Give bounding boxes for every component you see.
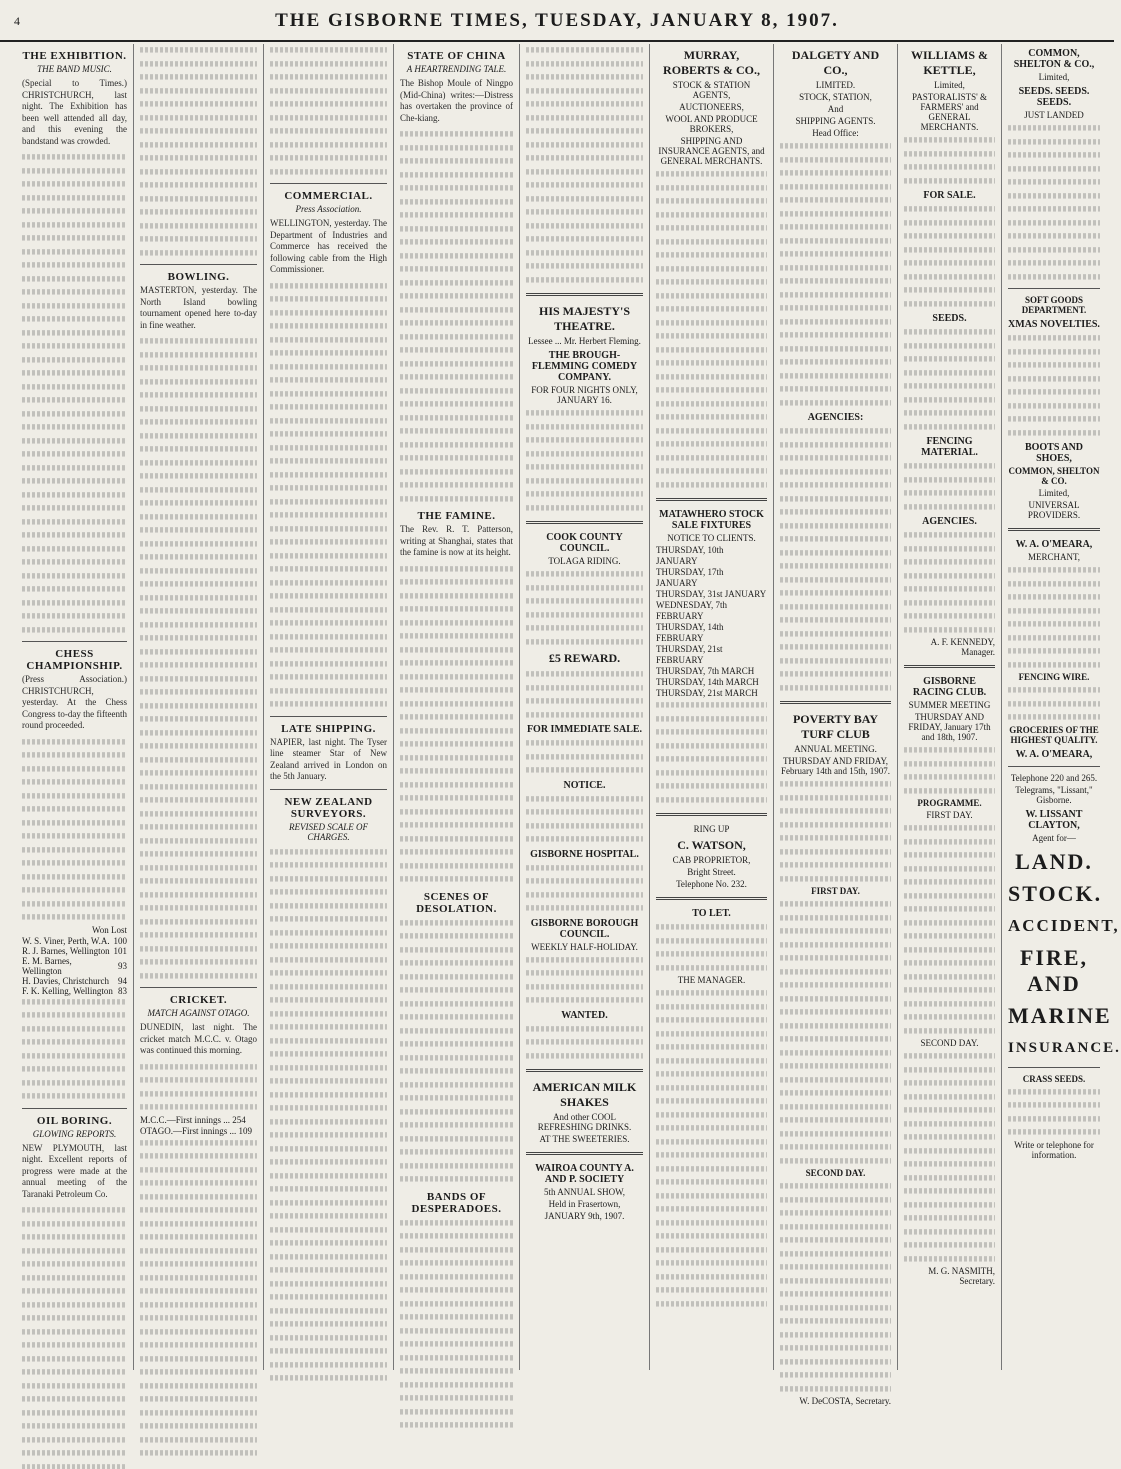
- gisborne-racing-dates: THURSDAY AND FRIDAY, January 17th and 18th, 1907.: [908, 712, 991, 742]
- stock-sales-sub: NOTICE TO CLIENTS.: [667, 533, 756, 543]
- theatre-dates: FOR FOUR NIGHTS ONLY, JANUARY 16.: [531, 385, 638, 405]
- clayton-heading: W. LISSANT CLAYTON,: [1025, 808, 1083, 831]
- dalgety-line-1: STOCK, STATION,: [799, 92, 872, 102]
- column-5: [520, 44, 650, 1370]
- universal-providers: UNIVERSAL PROVIDERS.: [1027, 500, 1081, 520]
- williams-sub: Limited,: [934, 80, 965, 90]
- williams-line-1: PASTORALISTS' & FARMERS' and GENERAL MERCHANTS.: [912, 92, 987, 132]
- masthead: [0, 6, 1114, 42]
- table-row: E. M. Barnes, Wellington 9 3: [22, 955, 127, 976]
- commercial-heading: COMMERCIAL.: [284, 190, 373, 202]
- seeds-heading: SEEDS.: [932, 313, 967, 324]
- china-subheading: A HEARTRENDING TALE.: [406, 64, 507, 74]
- poverty-first-day: FIRST DAY.: [811, 886, 860, 896]
- merchant-label: MERCHANT,: [1027, 552, 1081, 562]
- stock-date: THURSDAY, 21st MARCH: [656, 688, 758, 698]
- stock-date: WEDNESDAY, 7th FEBRUARY: [656, 600, 728, 621]
- programme-heading: PROGRAMME.: [917, 798, 982, 808]
- shelton-2-sub: Limited,: [1038, 488, 1070, 498]
- oil-lead: NEW PLYMOUTH, last night. Excellent reports of progress were made at the annual meeting of the Taranaki Petroleum Co.: [22, 1142, 127, 1199]
- oil-heading: OIL BORING.: [36, 1114, 113, 1127]
- stock-date: THURSDAY, 14th FEBRUARY: [656, 622, 724, 643]
- famine-heading: THE FAMINE.: [417, 510, 496, 522]
- page-title: THE GISBORNE TIMES, TUESDAY, JANUARY 8, 1907.: [275, 10, 839, 31]
- fencing-heading: FENCING MATERIAL.: [921, 436, 978, 458]
- page-number: 4: [14, 14, 20, 28]
- exhibition-lead: (Special to Times.) CHRISTCHURCH, last night. The Exhibition has been well attended all day, and this evening the bandstand was crowded.: [22, 78, 127, 146]
- telegrams: Telegrams, "Lissant," Gisborne.: [1015, 784, 1093, 805]
- otago-first-innings: OTAGO.—First innings ... 109: [140, 1125, 253, 1136]
- poverty-second-day: SECOND DAY.: [805, 1168, 866, 1178]
- crass-seeds: CRASS SEEDS.: [1022, 1073, 1086, 1084]
- land-label: LAND.: [1015, 848, 1093, 874]
- soft-goods: SOFT GOODS DEPARTMENT.: [1021, 295, 1087, 315]
- dalgety-line-3: SHIPPING AGENTS.: [795, 116, 876, 126]
- surveyors-heading: NEW ZEALAND SURVEYORS.: [284, 795, 373, 820]
- stock-date: THURSDAY, 31st JANUARY: [656, 589, 767, 599]
- agencies-heading: AGENCIES:: [807, 412, 864, 423]
- omeara-2: W. A. O'MEARA,: [1015, 748, 1093, 760]
- poverty-bay-heading: POVERTY BAY TURF CLUB: [792, 712, 879, 741]
- dalgety-sub: LIMITED.: [815, 80, 856, 90]
- to-let-heading: TO LET.: [692, 908, 731, 919]
- write-telephone: Write or telephone for information.: [1014, 1139, 1094, 1160]
- seeds-big: SEEDS. SEEDS. SEEDS.: [1018, 86, 1090, 108]
- stock-date: THURSDAY, 14th MARCH: [656, 677, 759, 687]
- wairoa-heading: WAIROA COUNTY A. AND P. SOCIETY: [535, 1163, 634, 1185]
- chess-heading: CHESS CHAMPIONSHIP.: [26, 648, 123, 672]
- stock-date: THURSDAY, 7th MARCH: [656, 666, 755, 676]
- stock-date: THURSDAY, 21st FEBRUARY: [656, 644, 723, 665]
- reward-heading: £5 REWARD.: [548, 651, 621, 665]
- watson-role: CAB PROPRIETOR,: [672, 855, 751, 865]
- shelton-2: COMMON, SHELTON & CO.: [1008, 466, 1100, 486]
- chess-lead: (Press Association.) CHRISTCHURCH, yesterday. At the Chess Congress to-day the fifteenth round proceeded.: [22, 674, 127, 730]
- marine-label: MARINE: [1008, 1002, 1112, 1028]
- column-9: [1002, 44, 1121, 1370]
- columns: [16, 44, 1121, 1406]
- racing-first-day: FIRST DAY.: [926, 810, 973, 820]
- cook-county-heading: COOK COUNTY COUNCIL.: [546, 532, 623, 554]
- watson-name: C. WATSON,: [677, 838, 746, 852]
- nasmith-secretary: M. G. NASMITH, Secretary.: [928, 1266, 995, 1286]
- commercial-lead: WELLINGTON, yesterday. The Department of Industries and Commerce has received the following cable from the High Commissioner.: [270, 218, 387, 274]
- stock-label: STOCK.: [1008, 880, 1103, 906]
- watson-ring-up: RING UP: [693, 824, 730, 834]
- desperadoes-heading: BANDS OF DESPERADOES.: [411, 1190, 502, 1215]
- dalgety-heading: DALGETY AND CO.,: [791, 48, 880, 77]
- exhibition-heading: THE EXHIBITION.: [22, 50, 127, 62]
- sweeteries: AT THE SWEETERIES.: [539, 1134, 630, 1144]
- theatre-heading: HIS MAJESTY'S THEATRE.: [538, 304, 631, 333]
- immediate-sale: FOR IMMEDIATE SALE.: [526, 724, 643, 735]
- notice-heading: NOTICE.: [563, 779, 606, 791]
- for-sale-heading: FOR SALE.: [923, 190, 976, 201]
- theatre-lessee: Lessee ... Mr. Herbert Fleming.: [528, 336, 641, 346]
- agent-for: Agent for—: [1032, 832, 1076, 843]
- accident-label: ACCIDENT,: [1008, 915, 1120, 935]
- stock-date: THURSDAY, 10th JANUARY: [656, 545, 724, 566]
- murray-line-1: STOCK & STATION AGENTS,: [672, 80, 751, 100]
- famine-lead: The Rev. R. T. Patterson, writing at Shanghai, states that the famine is now at its height.: [400, 524, 513, 557]
- table-row: H. Davies, Christchurch 9 4: [22, 975, 127, 986]
- china-heading: STATE OF CHINA: [407, 50, 506, 62]
- poverty-bay-sub: ANNUAL MEETING.: [794, 744, 877, 754]
- cricket-subheading: MATCH AGAINST OTAGO.: [147, 1008, 250, 1018]
- wairoa-date: JANUARY 9th, 1907.: [544, 1211, 625, 1221]
- hospital-heading: GISBORNE HOSPITAL.: [530, 848, 639, 860]
- poverty-secretary: W. DeCOSTA, Secretary.: [799, 1396, 891, 1406]
- china-lead: The Bishop Moule of Ningpo (Mid-China) writes:—Distress has overtaken the province of Che-kiang.: [400, 78, 513, 123]
- xmas-novelties: XMAS NOVELTIES.: [1008, 319, 1100, 330]
- shelton-sub: Limited,: [1038, 72, 1070, 82]
- murray-line-2: AUCTIONEERS,: [679, 102, 744, 112]
- omeara-heading: W. A. O'MEARA,: [1015, 539, 1093, 550]
- borough-sub: WEEKLY HALF-HOLIDAY.: [531, 941, 638, 952]
- shelton-heading: COMMON, SHELTON & CO.,: [1013, 48, 1095, 70]
- cricket-lead: DUNEDIN, last night. The cricket match M.C.C. v. Otago was continued this morning.: [140, 1022, 257, 1055]
- american-milk-sub: And other COOL REFRESHING DRINKS.: [537, 1112, 632, 1132]
- exhibition-subheading: THE BAND MUSIC.: [37, 64, 112, 74]
- chess-results-table: [22, 936, 127, 996]
- bowling-heading: BOWLING.: [167, 271, 230, 283]
- borough-heading: GISBORNE BOROUGH COUNCIL.: [530, 917, 639, 940]
- column-8: [898, 44, 1002, 1370]
- gisborne-racing-sub: SUMMER MEETING: [908, 700, 991, 710]
- dalgety-line-2: And: [827, 104, 844, 114]
- theatre-company: THE BROUGH-FLEMMING COMEDY COMPANY.: [531, 350, 638, 383]
- groceries: GROCERIES OF THE HIGHEST QUALITY.: [1009, 724, 1099, 745]
- commercial-subheading: Press Association.: [295, 204, 362, 214]
- agencies-8-heading: AGENCIES.: [922, 516, 977, 527]
- murray-line-4: SHIPPING AND INSURANCE AGENTS, and GENERAL MERCHANTS.: [658, 136, 765, 166]
- just-landed: JUST LANDED: [1024, 110, 1084, 120]
- fire-label: FIRE, AND: [1019, 944, 1089, 996]
- cook-county-sub: TOLAGA RIDING.: [548, 556, 621, 566]
- watson-telephone: Telephone No. 232.: [676, 879, 747, 889]
- column-6: [650, 44, 774, 1370]
- column-1: [16, 44, 134, 1370]
- shipping-heading: LATE SHIPPING.: [281, 722, 376, 735]
- bowling-lead: MASTERTON, yesterday. The North Island bowling tournament opened here to-day in fine weather.: [140, 285, 257, 330]
- gisborne-racing-heading: GISBORNE RACING CLUB.: [912, 676, 987, 698]
- table-row: R. J. Barnes, Wellington 10 1: [22, 945, 127, 956]
- fencing-wire: FENCING WIRE.: [1018, 672, 1090, 682]
- boots-heading: BOOTS AND SHOES,: [1024, 442, 1084, 464]
- column-2: [134, 44, 264, 1370]
- murray-heading: MURRAY, ROBERTS & CO.,: [663, 48, 760, 77]
- williams-heading: WILLIAMS & KETTLE,: [910, 48, 988, 77]
- surveyors-subheading: REVISED SCALE OF CHARGES.: [289, 821, 368, 842]
- desolation-heading: SCENES OF DESOLATION.: [416, 890, 497, 915]
- cricket-heading: CRICKET.: [169, 994, 228, 1006]
- poverty-bay-dates: THURSDAY AND FRIDAY, February 14th and 15th, 1907.: [781, 756, 890, 776]
- column-4: [394, 44, 520, 1370]
- dalgety-office: Head Office:: [812, 128, 859, 138]
- watson-address: Bright Street.: [687, 867, 736, 877]
- table-row: F. K. Kelling, Wellington 8 3: [22, 985, 127, 996]
- stock-sales-heading: MATAWHERO STOCK SALE FIXTURES: [659, 509, 764, 531]
- shipping-lead: NAPIER, last night. The Tyser line steamer Star of New Zealand arrived in London on the 5th January.: [270, 736, 387, 781]
- to-let-manager: THE MANAGER.: [677, 975, 746, 985]
- oil-subheading: GLOWING REPORTS.: [32, 1128, 117, 1139]
- stock-date: THURSDAY, 17th JANUARY: [656, 567, 724, 588]
- column-3: [264, 44, 394, 1370]
- racing-second-day: SECOND DAY.: [920, 1038, 979, 1048]
- telephone: Telephone 220 and 265.: [1010, 772, 1098, 783]
- table-row: W. S. Viner, Perth, W.A. 10 0: [22, 935, 127, 946]
- column-7: [774, 44, 898, 1406]
- insurance-label: INSURANCE.: [1008, 1039, 1121, 1056]
- kennedy-manager: A. F. KENNEDY, Manager.: [930, 637, 995, 657]
- mcc-first-innings: M.C.C.—First innings ... 254: [140, 1114, 246, 1125]
- wairoa-show: 5th ANNUAL SHOW,: [543, 1187, 626, 1197]
- american-milk-heading: AMERICAN MILK SHAKES: [532, 1080, 637, 1109]
- murray-line-3: WOOL AND PRODUCE BROKERS,: [665, 114, 758, 134]
- chess-results-header: Won Lost: [91, 924, 127, 935]
- wairoa-held: Held in Frasertown,: [548, 1199, 621, 1209]
- wanted-heading: WANTED.: [561, 1009, 608, 1021]
